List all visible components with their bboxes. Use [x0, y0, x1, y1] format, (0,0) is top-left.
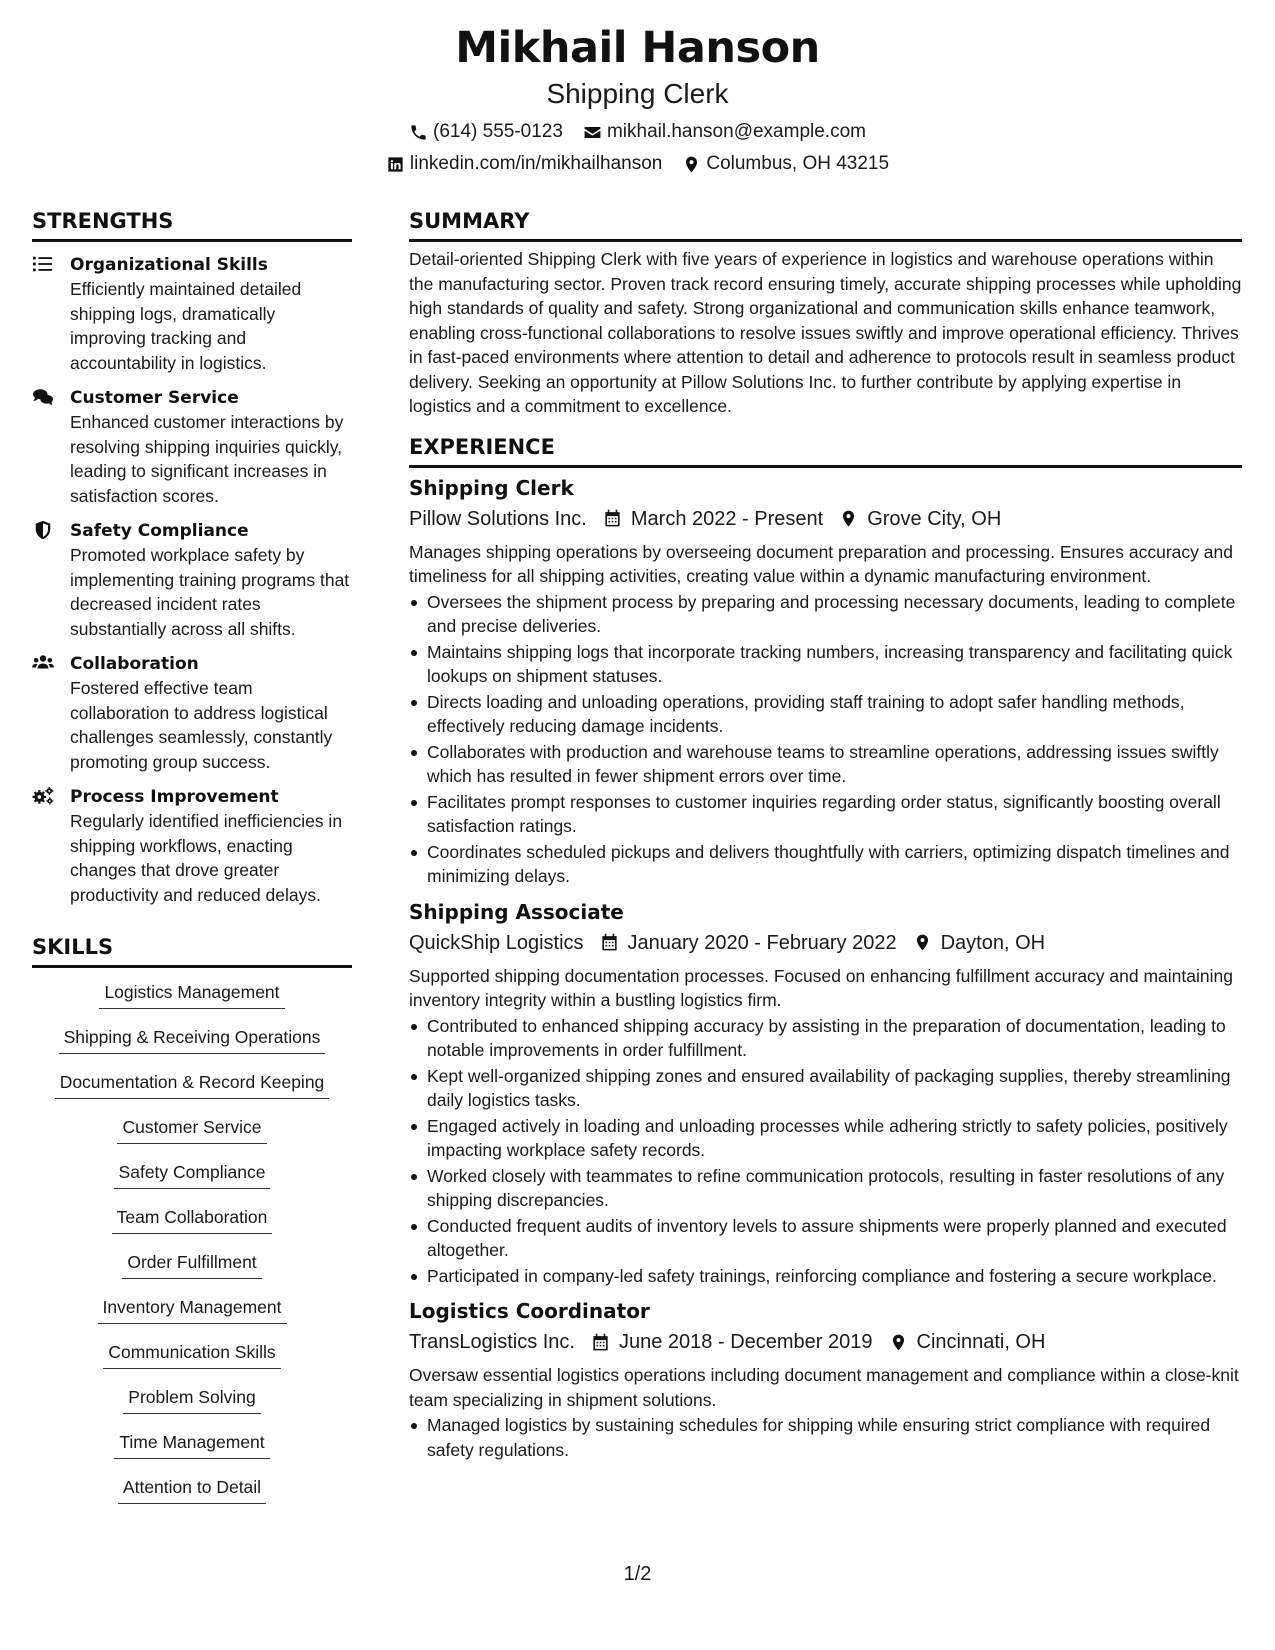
- summary-text: Detail-oriented Shipping Clerk with five years of experience in logistics and warehouse operations within the manufacturing sector. Proven track record ensuring timely, accurate shipping processes while upholding high standards of quality and safety. Strong organizational and communication skills enhance teamwork, enabling cross-functional collaborations to resolve issues swiftly and improve operational efficiency. Thrives in fast-paced environments where attention to detail and adherence to protocols result in seamless product delivery. Seeking an opportunity at Pillow Solutions Inc. to further contribute by applying expertise in logistics and a commitment to excellence.: [409, 249, 1242, 416]
- candidate-role: Shipping Clerk: [546, 78, 729, 109]
- job-title: Logistics Coordinator: [409, 1299, 650, 1323]
- job-entry: [409, 1297, 1242, 1462]
- bullet-item: Engaged actively in loading and unloading processes while adhering strictly to safety policies, positively impacting workplace safety records.: [409, 1114, 1242, 1163]
- page-number: 1/2: [623, 1563, 652, 1585]
- phone-text: (614) 555-0123: [433, 121, 563, 142]
- strength-item: [32, 785, 352, 907]
- calendar-icon: [603, 509, 622, 528]
- strength-item: [32, 652, 352, 774]
- job-company: TransLogistics Inc.: [409, 1331, 575, 1353]
- bullet-item: Oversees the shipment process by preparing and processing necessary documents, leading to complete and precise deliveries.: [409, 590, 1242, 639]
- job-bullets: [409, 1014, 1242, 1289]
- strength-desc: Regularly identified inefficiencies in shipping workflows, enacting changes that drove greater productivity and reduced delays.: [70, 811, 343, 905]
- list-icon: [32, 254, 54, 274]
- job-meta: [409, 928, 1242, 958]
- strength-desc: Fostered effective team collaboration to address logistical challenges seamlessly, constantly promoting group success.: [70, 678, 333, 772]
- skill-item: Inventory Management: [32, 1295, 352, 1340]
- linkedin-icon: [386, 155, 405, 174]
- skill-item: Order Fulfillment: [32, 1250, 352, 1295]
- bullet-item: Conducted frequent audits of inventory levels to assure shipments were properly planned and executed altogether.: [409, 1214, 1242, 1263]
- strength-desc: Efficiently maintained detailed shipping logs, dramatically improving tracking and accountability in logistics.: [70, 279, 302, 373]
- email-contact[interactable]: [583, 120, 866, 144]
- location-text: Columbus, OH 43215: [706, 153, 890, 174]
- strength-title: Safety Compliance: [70, 521, 249, 541]
- job-dates: June 2018 - December 2019: [619, 1331, 873, 1353]
- job-meta: [409, 504, 1242, 534]
- job-dates: January 2020 - February 2022: [627, 931, 897, 954]
- resume-header: [0, 20, 1275, 176]
- job-title: Shipping Associate: [409, 899, 624, 924]
- skill-item: Customer Service: [32, 1115, 352, 1160]
- skill-item: Team Collaboration: [32, 1205, 352, 1250]
- job-company: QuickShip Logistics: [409, 931, 584, 954]
- experience-heading: EXPERIENCE: [409, 433, 1242, 468]
- strength-item: [32, 519, 352, 641]
- job-description: Supported shipping documentation processes. Focused on enhancing fulfillment accuracy and maintaining inventory integrity within a bustling logistics firm.: [409, 965, 1233, 1010]
- skill-item: Communication Skills: [32, 1340, 352, 1385]
- strength-title: Customer Service: [70, 388, 239, 408]
- comments-icon: [32, 387, 54, 407]
- calendar-icon: [600, 933, 619, 952]
- job-location: Grove City, OH: [867, 507, 1002, 530]
- strengths-heading: STRENGTHS: [32, 207, 352, 242]
- strength-desc: Promoted workplace safety by implementing training programs that decreased incident rates substantially across all shifts.: [70, 545, 350, 639]
- strength-item: [32, 386, 352, 508]
- left-column: [32, 207, 352, 1520]
- phone-contact: [409, 120, 563, 144]
- job-bullets: [409, 1413, 1242, 1462]
- job-description: Oversaw essential logistics operations including document management and compliance within a close-knit team specializing in shipment solutions.: [409, 1365, 1239, 1410]
- job-location: Dayton, OH: [940, 931, 1046, 954]
- bullet-item: Managed logistics by sustaining schedules for shipping while ensuring strict compliance with required safety regulations.: [409, 1413, 1242, 1462]
- shield-icon: [32, 520, 54, 540]
- bullet-item: Collaborates with production and warehouse teams to streamline operations, addressing issues swiftly which has resulted in fewer shipment errors over time.: [409, 740, 1242, 789]
- bullet-item: Participated in company-led safety trainings, reinforcing compliance and fostering a secure workplace.: [409, 1264, 1242, 1289]
- skill-item: Documentation & Record Keeping: [32, 1070, 352, 1115]
- email-text[interactable]: mikhail.hanson@example.com: [606, 121, 866, 142]
- right-column: [409, 207, 1242, 1463]
- contact-row-1: [0, 120, 1275, 144]
- linkedin-contact[interactable]: [386, 152, 662, 176]
- skill-item: Logistics Management: [32, 980, 352, 1025]
- strength-item: [32, 253, 352, 375]
- skill-item: Safety Compliance: [32, 1160, 352, 1205]
- job-company: Pillow Solutions Inc.: [409, 507, 587, 530]
- map-pin-icon: [913, 933, 932, 952]
- map-pin-icon: [682, 155, 701, 174]
- skill-item: Time Management: [32, 1430, 352, 1475]
- strength-desc: Enhanced customer interactions by resolving shipping inquiries quickly, leading to significant increases in satisfaction scores.: [70, 412, 344, 506]
- strength-title: Process Improvement: [70, 787, 279, 807]
- job-location: Cincinnati, OH: [916, 1331, 1046, 1353]
- bullet-item: Facilitates prompt responses to customer inquiries regarding order status, significantly boosting overall satisfaction ratings.: [409, 790, 1242, 839]
- strength-title: Collaboration: [70, 654, 199, 674]
- calendar-icon: [591, 1333, 610, 1352]
- job-title: Shipping Clerk: [409, 475, 574, 500]
- bullet-item: Directs loading and unloading operations, providing staff training to adopt safer handling methods, effectively reducing damage incidents.: [409, 690, 1242, 739]
- bullet-item: Coordinates scheduled pickups and delivers thoughtfully with carriers, optimizing dispatch timelines and minimizing delays.: [409, 840, 1242, 889]
- summary-heading: SUMMARY: [409, 207, 1242, 242]
- users-icon: [32, 653, 54, 673]
- location-contact: [682, 152, 889, 176]
- strength-title: Organizational Skills: [70, 255, 268, 275]
- job-description: Manages shipping operations by overseeing document preparation and processing. Ensures accuracy and timeliness for all shipping activities, creating value within a dynamic manufacturing environment.: [409, 541, 1233, 586]
- skills-heading: SKILLS: [32, 933, 352, 968]
- skill-item: Attention to Detail: [32, 1475, 352, 1520]
- candidate-name: Mikhail Hanson: [455, 23, 820, 73]
- map-pin-icon: [889, 1333, 908, 1352]
- map-pin-icon: [839, 509, 858, 528]
- job-bullets: [409, 590, 1242, 889]
- skill-item: Shipping & Receiving Operations: [32, 1025, 352, 1070]
- skills-list: [32, 980, 352, 1520]
- bullet-item: Contributed to enhanced shipping accuracy by assisting in the preparation of documentation, leading to notable improvements in order fulfillment.: [409, 1014, 1242, 1063]
- bullet-item: Worked closely with teammates to refine communication protocols, resulting in faster resolutions of any shipping discrepancies.: [409, 1164, 1242, 1213]
- bullet-item: Kept well-organized shipping zones and ensured availability of packaging supplies, thereby streamlining daily logistics tasks.: [409, 1064, 1242, 1113]
- job-entry: [409, 898, 1242, 1289]
- job-dates: March 2022 - Present: [630, 507, 824, 530]
- phone-icon: [409, 123, 428, 142]
- linkedin-text[interactable]: linkedin.com/in/mikhailhanson: [409, 153, 663, 174]
- contact-row-2: [0, 152, 1275, 176]
- envelope-icon: [583, 123, 602, 142]
- bullet-item: Maintains shipping logs that incorporate tracking numbers, increasing transparency and facilitating quick lookups on shipment statuses.: [409, 640, 1242, 689]
- job-entry: [409, 474, 1242, 889]
- job-meta: [409, 1327, 1242, 1357]
- gears-icon: [32, 786, 54, 806]
- skill-item: Problem Solving: [32, 1385, 352, 1430]
